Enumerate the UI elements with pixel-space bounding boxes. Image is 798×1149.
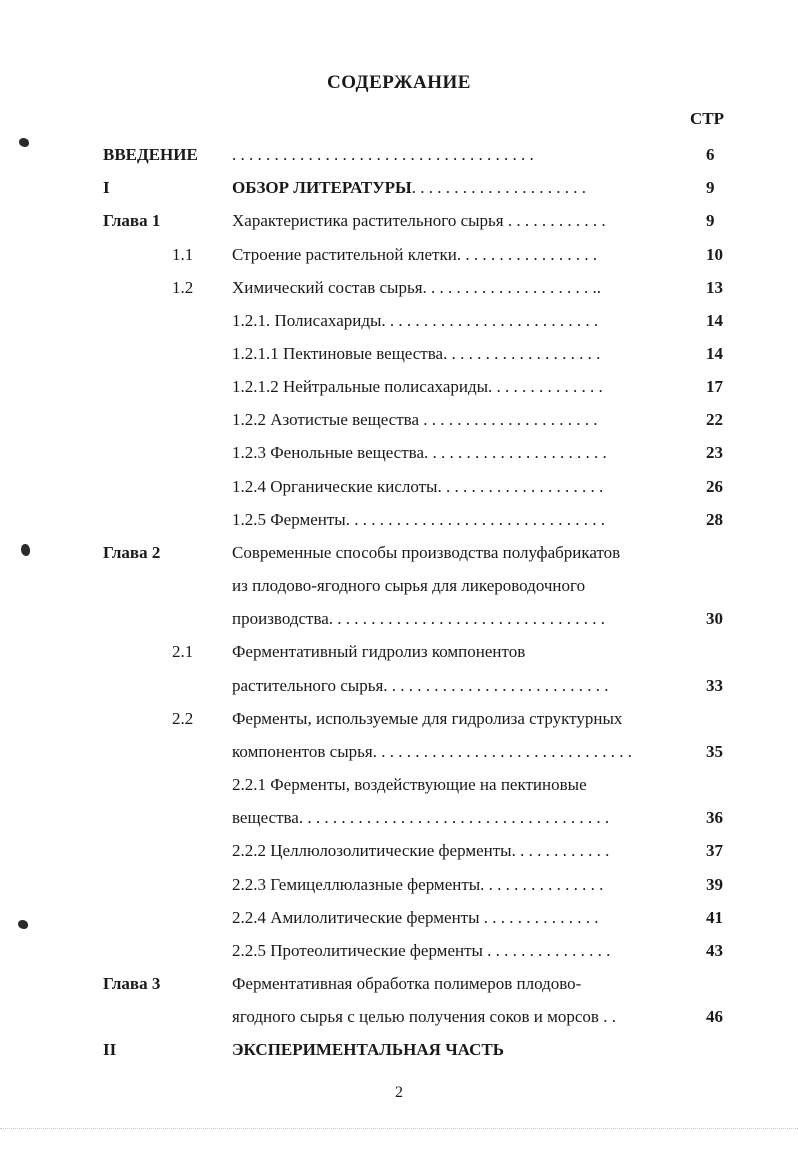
toc-entry-title [232, 576, 585, 596]
toc-subsection-number: 1.2 [172, 277, 194, 297]
toc-subsection-number: 1.1 [172, 244, 194, 264]
toc-entry-text: Характеристика растительного сырья . . . . . . . . . . . . [232, 211, 606, 231]
toc-entry-text: ЭКСПЕРИМЕНТАЛЬНАЯ ЧАСТЬ [232, 1040, 504, 1060]
scan-edge-line [0, 1128, 798, 1129]
toc-entry-title [232, 709, 622, 729]
toc-line [0, 1001, 798, 1034]
toc-line [0, 205, 798, 238]
toc-page-number: 9 [706, 178, 715, 198]
toc-line [0, 802, 798, 835]
toc-entry-text: вещества. . . . . . . . . . . . . . . . . . . . . . . . . . . . . . . . . . . . . [232, 808, 610, 828]
toc-entry-text: . . . . . . . . . . . . . . . . . . . . . . . . . . . . . . . . . . . . [232, 145, 534, 164]
toc-entry-title [232, 377, 603, 397]
toc-entry-text: 1.2.5 Ферменты. . . . . . . . . . . . . . . . . . . . . . . . . . . . . . . [232, 509, 605, 529]
toc-entry-title [232, 344, 600, 364]
toc-entry-text: Современные способы производства полуфабрикатов [232, 542, 621, 562]
toc-entry-title [232, 1007, 616, 1027]
toc-line [0, 139, 798, 172]
toc-page-number: 43 [706, 940, 723, 960]
page-number: 2 [395, 1084, 403, 1101]
toc-entry-title [232, 1040, 504, 1060]
toc-page-number: 17 [706, 377, 723, 397]
toc-line [0, 338, 798, 371]
toc-entry-title [232, 510, 605, 530]
scan-speck [19, 138, 29, 147]
toc-entry-text: Ферментативная обработка полимеров плодово- [232, 974, 582, 993]
toc-line [0, 1034, 798, 1067]
toc-page-number: 33 [706, 675, 723, 695]
toc-line [0, 703, 798, 736]
toc-page-number: 39 [706, 874, 723, 894]
toc-entry-title [232, 941, 610, 961]
toc-page-number: 14 [706, 344, 723, 363]
toc-page-number: 28 [706, 509, 723, 529]
toc-entry-text: Ферментативный гидролиз компонентов [232, 642, 526, 662]
toc-line [0, 504, 798, 537]
toc-line [0, 636, 798, 669]
toc-page-number: 30 [706, 609, 723, 629]
toc-page-number: 46 [706, 1007, 723, 1027]
scan-speck [18, 920, 28, 929]
toc-entry-text: 2.2.2 Целлюлозолитические ферменты. . . . . . . . . . . . [232, 841, 610, 861]
toc-page-number: 37 [706, 841, 723, 861]
toc-entry-title [232, 311, 598, 331]
toc-entry-title [232, 609, 605, 629]
toc-page-number: 36 [706, 808, 723, 828]
toc-entry-text: 2.2.4 Амилолитические ферменты . . . . . . . . . . . . . . [232, 907, 599, 927]
toc-entry-title [232, 642, 525, 662]
toc-entry-title [232, 443, 607, 463]
toc-entry-title [232, 775, 587, 795]
toc-line [0, 968, 798, 1001]
toc-entry-title [232, 875, 603, 895]
toc-line [0, 570, 798, 603]
toc-line [0, 670, 798, 703]
toc-line [0, 769, 798, 802]
toc-page-number: 14 [706, 310, 723, 330]
toc-page-number: 22 [706, 410, 723, 430]
toc-entry-title [232, 410, 598, 430]
toc-entry-text: 1.2.4 Органические кислоты. . . . . . . . . . . . . . . . . . . . [232, 476, 604, 496]
toc-entry-title [232, 808, 609, 828]
toc-page-number: 10 [706, 244, 723, 264]
toc-entry-title [232, 742, 632, 762]
toc-entry-text: 1.2.1.2 Нейтральные полисахариды. . . . . . . . . . . . . . [232, 377, 603, 397]
scan-speck [21, 544, 30, 556]
toc-entry-text: Строение растительной клетки. . . . . . . . . . . . . . . . . [232, 244, 598, 264]
toc-page-number: 41 [706, 907, 723, 927]
toc-line [0, 869, 798, 902]
toc-section-label: II [103, 1040, 117, 1060]
toc-line [0, 736, 798, 769]
page-title: СОДЕРЖАНИЕ [327, 72, 471, 93]
toc-line [0, 305, 798, 338]
toc-entry-title [232, 676, 609, 696]
toc-entry-text: 1.2.1.1 Пектиновые вещества. . . . . . . . . . . . . . . . . . . [232, 344, 601, 363]
toc-leader-dots: . . . . . . . . . . . . . . . . . . . . . [411, 178, 586, 198]
toc-section-label: ВВЕДЕНИЕ [103, 145, 198, 164]
toc-subsection-number: 2.2 [172, 708, 194, 728]
toc-entry-title [232, 211, 606, 231]
toc-entry-title [232, 477, 603, 497]
toc-entry-text: Ферменты, используемые для гидролиза структурных [232, 708, 623, 728]
toc-entry-title [232, 908, 599, 928]
toc-line [0, 272, 798, 305]
toc-entry-text: из плодово-ягодного сырья для ликероводочного [232, 576, 586, 596]
toc-line [0, 437, 798, 470]
toc-section-label: Глава 3 [103, 974, 161, 993]
toc-entry-title [232, 278, 601, 298]
toc-line [0, 471, 798, 504]
toc-entry-text: 2.2.5 Протеолитические ферменты . . . . . . . . . . . . . . . [232, 940, 611, 960]
toc-page-number: 23 [706, 443, 723, 463]
toc-entry-text: 1.2.2 Азотистые вещества . . . . . . . . . . . . . . . . . . . . . [232, 410, 598, 430]
toc-entry-text: 2.2.3 Гемицеллюлазные ферменты. . . . . . . . . . . . . . . [232, 874, 604, 894]
toc-page-number: 13 [706, 277, 723, 297]
toc-line [0, 371, 798, 404]
toc-entry-text: производства. . . . . . . . . . . . . . . . . . . . . . . . . . . . . . . . . [232, 609, 606, 629]
toc-line [0, 172, 798, 205]
toc-page-number: 6 [706, 145, 715, 164]
toc-entry-title [232, 245, 597, 265]
toc-entry-title [232, 145, 534, 165]
toc-page-number: 26 [706, 476, 723, 496]
toc-line [0, 404, 798, 437]
toc-entry-text: растительного сырья. . . . . . . . . . . . . . . . . . . . . . . . . . . [232, 675, 609, 695]
toc-entry-title [232, 841, 609, 861]
toc-entry-text: ягодного сырья с целью получения соков и морсов . . [232, 1007, 616, 1027]
toc-line [0, 935, 798, 968]
toc-line [0, 603, 798, 636]
toc-subsection-number: 2.1 [172, 642, 194, 662]
toc-line [0, 537, 798, 570]
toc-section-label: Глава 2 [103, 542, 161, 562]
toc-page-number: 9 [706, 211, 715, 231]
toc-entry-text: 2.2.1 Ферменты, воздействующие на пектиновые [232, 775, 587, 794]
toc-section-label: Глава 1 [103, 211, 161, 231]
toc-entry-title [232, 974, 581, 994]
toc-line [0, 902, 798, 935]
toc-page-number: 35 [706, 741, 723, 761]
toc-entry-text: 1.2.1. Полисахариды. . . . . . . . . . . . . . . . . . . . . . . . . . [232, 310, 599, 330]
page-column-header: СТР [690, 109, 724, 128]
toc-entry-text: ОБЗОР ЛИТЕРАТУРЫ [232, 178, 412, 198]
toc-line [0, 239, 798, 272]
toc-entry-text: 1.2.3 Фенольные вещества. . . . . . . . . . . . . . . . . . . . . . [232, 443, 607, 463]
toc-line [0, 835, 798, 868]
toc-entry-text: Химический состав сырья. . . . . . . . . . . . . . . . . . . . .. [232, 277, 602, 297]
toc-section-label: I [103, 178, 110, 198]
toc-entry-title [232, 178, 586, 198]
toc-entry-title [232, 543, 620, 563]
toc-entry-text: компонентов сырья. . . . . . . . . . . . . . . . . . . . . . . . . . . . . . . [232, 741, 632, 761]
